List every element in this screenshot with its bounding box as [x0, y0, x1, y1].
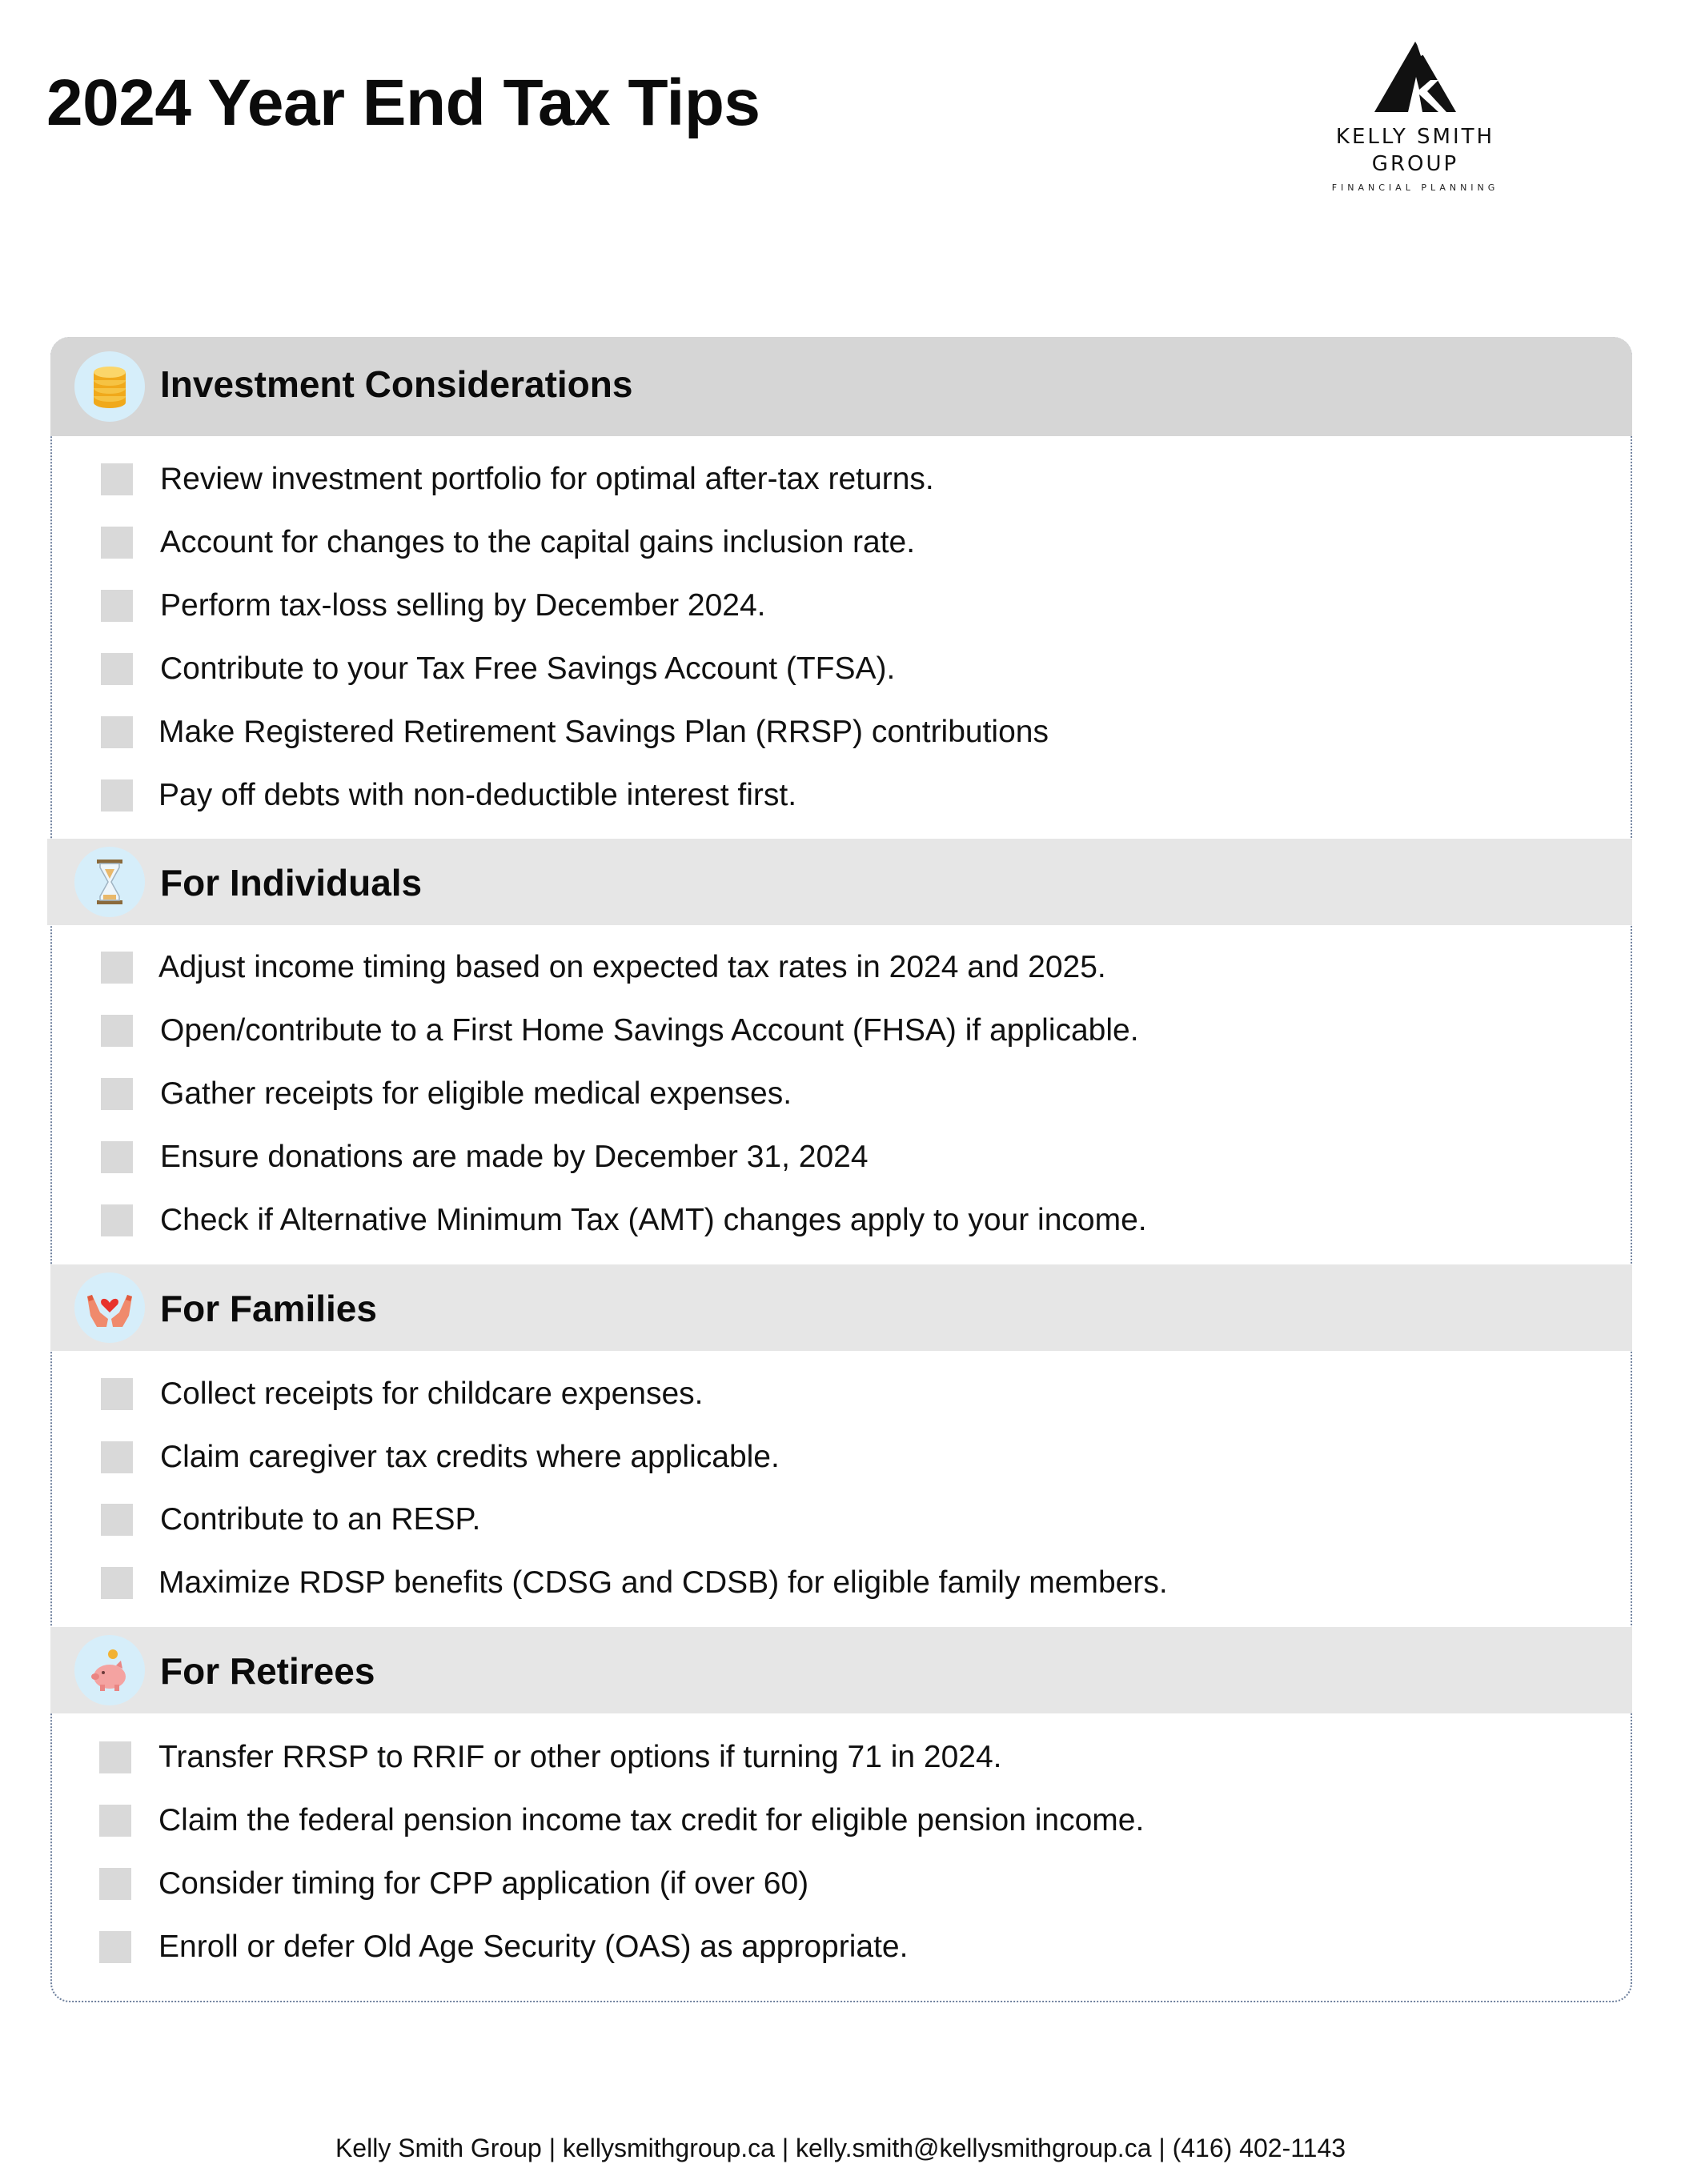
section-title: For Families [160, 1288, 377, 1329]
company-logo [1313, 38, 1518, 193]
checklist-item[interactable] [101, 715, 1049, 750]
item-text: Perform tax-loss selling by December 2024. [160, 588, 766, 623]
checkbox[interactable] [99, 1931, 131, 1963]
item-text: Review investment portfolio for optimal after-tax returns. [160, 462, 934, 496]
item-text: Claim caregiver tax credits where applicable. [160, 1440, 780, 1474]
item-text: Contribute to an RESP. [160, 1502, 481, 1537]
checklist-item[interactable] [101, 950, 1106, 985]
piggy-bank-icon [74, 1635, 145, 1705]
section-title: For Individuals [160, 862, 423, 904]
item-text: Maximize RDSP benefits (CDSG and CDSB) for eligible family members. [158, 1565, 1168, 1600]
checkbox[interactable] [101, 1378, 133, 1410]
checklist-item[interactable] [101, 778, 797, 813]
hourglass-icon [74, 847, 145, 917]
page-title: 2024 Year End Tax Tips [46, 66, 760, 139]
item-text: Collect receipts for childcare expenses. [160, 1377, 704, 1411]
checkbox[interactable] [101, 1078, 133, 1110]
checkbox[interactable] [101, 779, 133, 811]
checklist-item[interactable] [101, 1440, 780, 1475]
item-text: Account for changes to the capital gains inclusion rate. [160, 525, 916, 559]
checklist-item[interactable] [101, 525, 916, 560]
item-text: Claim the federal pension income tax credit for eligible pension income. [158, 1803, 1145, 1837]
checkbox[interactable] [101, 1204, 133, 1236]
section-header-families [50, 1264, 1632, 1351]
checkbox[interactable] [99, 1868, 131, 1900]
item-text: Open/contribute to a First Home Savings Account (FHSA) if applicable. [160, 1013, 1139, 1048]
section-header-individuals [47, 839, 1632, 925]
section-title: For Retirees [160, 1650, 375, 1692]
checkbox[interactable] [101, 463, 133, 495]
footer-contact: Kelly Smith Group | kellysmithgroup.ca | kelly.smith@kellysmithgroup.ca | (416) 402-1143 [335, 2134, 1346, 2162]
item-text: Contribute to your Tax Free Savings Account (TFSA). [160, 651, 896, 686]
checklist-item[interactable] [101, 462, 934, 497]
item-text: Make Registered Retirement Savings Plan (RRSP) contributions [158, 715, 1049, 749]
item-text: Gather receipts for eligible medical expenses. [160, 1076, 792, 1111]
checkbox[interactable] [101, 1504, 133, 1536]
checkbox[interactable] [101, 653, 133, 685]
checkbox[interactable] [101, 590, 133, 622]
section-header-retirees [50, 1627, 1632, 1713]
section-title: Investment Considerations [160, 363, 633, 405]
checklist-item[interactable] [99, 1866, 809, 1901]
checklist-item[interactable] [101, 588, 766, 623]
logo-group: GROUP [1371, 152, 1459, 176]
item-text: Pay off debts with non-deductible interest first. [158, 778, 797, 812]
checklist-item[interactable] [101, 1502, 481, 1537]
section-header-investment [50, 337, 1632, 436]
checklist-item[interactable] [101, 1565, 1168, 1601]
item-text: Consider timing for CPP application (if over 60) [158, 1866, 809, 1901]
checklist-item[interactable] [99, 1740, 1002, 1775]
checklist-item[interactable] [101, 651, 896, 687]
checklist-item[interactable] [99, 1930, 909, 1965]
kelly-smith-logo-mark-icon [1371, 38, 1459, 115]
checkbox[interactable] [101, 952, 133, 984]
checkbox[interactable] [99, 1741, 131, 1773]
checkbox[interactable] [101, 1441, 133, 1473]
logo-tagline: FINANCIAL PLANNING [1331, 182, 1499, 193]
checklist-item[interactable] [99, 1803, 1145, 1838]
item-text: Ensure donations are made by December 31, 2024 [160, 1140, 869, 1174]
checkbox[interactable] [99, 1805, 131, 1837]
checkbox[interactable] [101, 1015, 133, 1047]
checkbox[interactable] [101, 527, 133, 559]
checkbox[interactable] [101, 1141, 133, 1173]
checklist-item[interactable] [101, 1013, 1139, 1048]
checkbox[interactable] [101, 1567, 133, 1599]
checklist-item[interactable] [101, 1203, 1147, 1238]
coins-icon [74, 351, 145, 422]
logo-name: KELLY SMITH [1335, 125, 1495, 149]
item-text: Check if Alternative Minimum Tax (AMT) changes apply to your income. [160, 1203, 1147, 1237]
heart-hands-icon [74, 1272, 145, 1343]
item-text: Transfer RRSP to RRIF or other options if turning 71 in 2024. [158, 1740, 1002, 1774]
item-text: Enroll or defer Old Age Security (OAS) as appropriate. [158, 1930, 909, 1964]
checkbox[interactable] [101, 716, 133, 748]
item-text: Adjust income timing based on expected tax rates in 2024 and 2025. [158, 950, 1106, 984]
checklist-item[interactable] [101, 1076, 792, 1112]
checklist-item[interactable] [101, 1140, 869, 1175]
checklist-item[interactable] [101, 1377, 704, 1412]
